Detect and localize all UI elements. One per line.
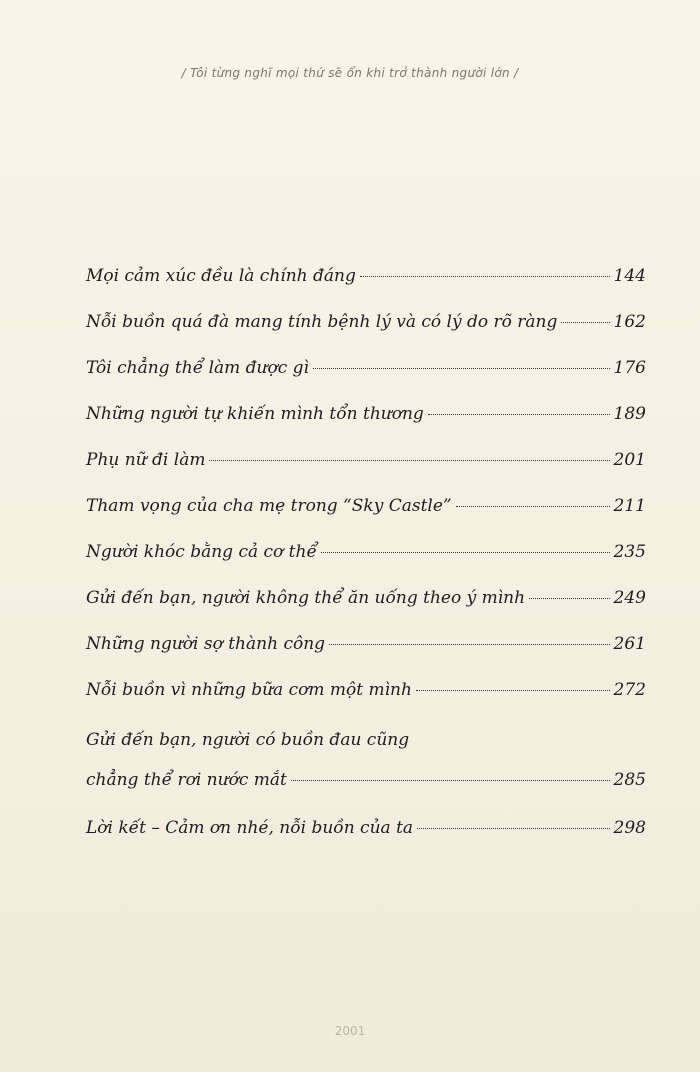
dot-leader: [360, 276, 610, 277]
toc-entry-title: Lời kết – Cảm ơn nhé, nỗi buồn của ta: [86, 818, 414, 838]
table-of-contents: [86, 266, 646, 864]
toc-entry: [86, 450, 646, 496]
toc-entry-title: Phụ nữ đi làm: [86, 450, 206, 470]
toc-entry: [86, 496, 646, 542]
running-header: / Tôi từng nghĩ mọi thứ sẽ ổn khi trở thành người lớn /: [181, 66, 519, 80]
toc-entry-page: 176: [613, 358, 646, 378]
toc-entry-page: 144: [613, 266, 646, 286]
dot-leader: [329, 644, 610, 645]
toc-entry-page: 249: [613, 588, 646, 608]
toc-entry: [86, 588, 646, 634]
toc-entry: [86, 266, 646, 312]
toc-entry-page: 235: [613, 542, 646, 562]
toc-entry-title: Những người tự khiến mình tổn thương: [86, 404, 424, 424]
toc-entry-title-line2: chẳng thể rơi nước mắt: [86, 770, 287, 790]
toc-entry: [86, 312, 646, 358]
page-number: 2001: [334, 1024, 366, 1038]
toc-entry-title: Người khóc bằng cả cơ thể: [86, 542, 317, 562]
toc-entry-title: Tôi chẳng thể làm được gì: [86, 358, 309, 378]
toc-entry-page: 285: [613, 770, 646, 790]
dot-leader: [428, 414, 610, 415]
toc-entry-page: 211: [613, 496, 646, 516]
dot-leader: [209, 460, 609, 461]
toc-entry: [86, 542, 646, 588]
toc-entry: [86, 404, 646, 450]
toc-entry: [86, 818, 646, 864]
dot-leader: [529, 598, 609, 599]
toc-entry-line2: [86, 770, 646, 790]
toc-entry: [86, 634, 646, 680]
dot-leader: [416, 690, 610, 691]
dot-leader: [561, 322, 609, 323]
toc-entry-title: Những người sợ thành công: [86, 634, 326, 654]
toc-entry: [86, 358, 646, 404]
toc-entry-title: Gửi đến bạn, người không thể ăn uống theo ý mình: [86, 588, 526, 608]
dot-leader: [321, 552, 610, 553]
toc-entry-title: Nỗi buồn quá đà mang tính bệnh lý và có lý do rõ ràng: [86, 312, 558, 332]
toc-entry-page: 189: [613, 404, 646, 424]
dot-leader: [417, 828, 610, 829]
toc-entry: [86, 680, 646, 726]
toc-entry-title-line1: Gửi đến bạn, người có buồn đau cũng: [86, 730, 410, 750]
toc-entry-page: 162: [613, 312, 646, 332]
toc-entry-page: 298: [613, 818, 646, 838]
dot-leader: [291, 780, 610, 781]
toc-entry-page: 201: [613, 450, 646, 470]
toc-entry-page: 272: [613, 680, 646, 700]
dot-leader: [456, 506, 610, 507]
toc-entry-title: Tham vọng của cha mẹ trong “Sky Castle”: [86, 496, 452, 516]
toc-entry-title: Nỗi buồn vì những bữa cơm một mình: [86, 680, 412, 700]
dot-leader: [313, 368, 610, 369]
toc-entry-two-line: [86, 726, 646, 818]
toc-entry-page: 261: [613, 634, 646, 654]
toc-entry-title: Mọi cảm xúc đều là chính đáng: [86, 266, 356, 286]
